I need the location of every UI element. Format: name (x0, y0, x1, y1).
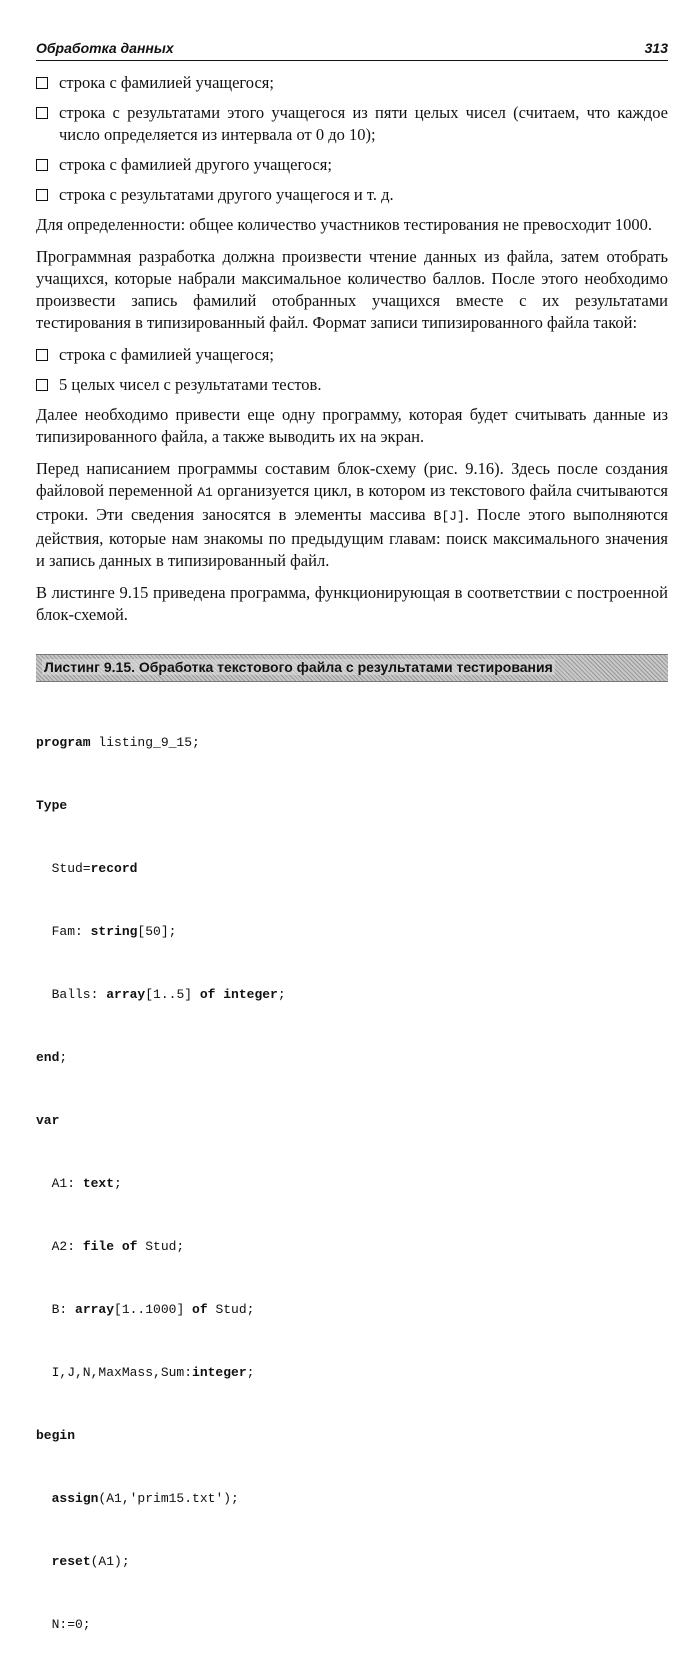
code-line: Balls: array[1..5] of integer; (36, 987, 286, 1002)
checkbox-bullet-icon (36, 159, 48, 171)
list-item: строка с фамилией учащегося; (36, 72, 668, 94)
paragraph: В листинге 9.15 приведена программа, функционирующая в соответствии с построенной блок-схемой. (36, 583, 668, 624)
list-item: строка с фамилией другого учащегося; (36, 154, 668, 176)
list-item: строка с результатами другого учащегося и т. д. (36, 184, 668, 206)
checkbox-bullet-icon (36, 379, 48, 391)
checkbox-bullet-icon (36, 77, 48, 89)
code-line: Fam: string[50]; (36, 924, 177, 939)
code-line: reset(A1); (51, 1554, 130, 1569)
code-line: I,J,N,MaxMass,Sum:integer; (36, 1365, 255, 1380)
code-line: begin (36, 1428, 76, 1443)
checkbox-bullet-icon (36, 189, 48, 201)
paragraph: Программная разработка должна произвести чтение данных из файла, затем отобрать учащихся, которые набрали максимальное количество баллов. После этого необходимо произвести запись фамилий отобранных учащихся вместе с их результатами тестирования в типизированный файл. Формат записи типизированного файла такой: (36, 247, 668, 332)
code-line: A2: file of Stud; (36, 1239, 185, 1254)
code-line: end; (36, 1050, 68, 1065)
checkbox-bullet-icon (36, 349, 48, 361)
inline-code: A1 (197, 485, 213, 500)
code-line: B: array[1..1000] of Stud; (36, 1302, 255, 1317)
inline-code: B[J] (433, 509, 465, 524)
listing-caption: Листинг 9.15. Обработка текстового файла с результатами тестирования (44, 659, 553, 675)
running-header (36, 40, 668, 61)
code-line: var (36, 1113, 60, 1128)
code-line: N:=0; (36, 1617, 91, 1632)
list-item: строка с фамилией учащегося; (36, 344, 668, 366)
checkbox-bullet-icon (36, 107, 48, 119)
paragraph: Перед написанием программы составим блок-схему (рис. 9.16). Здесь после создания файловой переменной A1 организуется цикл, в котором из текстового файла считываются строки. Эти сведения заносятся в элементы массива B[J]. После этого выполняются действия, которые нам знакомы по предыдущим главам: поиск максимального значения и запись данных в типизированный файл. (36, 459, 668, 570)
paragraph: Для определенности: общее количество участников тестирования не превосходит 1000. (36, 215, 653, 234)
list-item: 5 целых чисел с результатами тестов. (36, 374, 668, 396)
code-line: assign(A1,'prim15.txt'); (51, 1491, 239, 1506)
code-line: Stud=record (36, 861, 138, 876)
code-listing (36, 690, 668, 1677)
page-body (36, 72, 668, 636)
code-line: A1: text; (36, 1176, 122, 1191)
listing-caption-bar (36, 654, 668, 682)
list-item: строка с результатами этого учащегося из пяти целых чисел (считаем, что каждое число определяется из интервала от 0 до 10); (36, 102, 668, 146)
code-line: program listing_9_15; (36, 735, 200, 750)
paragraph: Далее необходимо привести еще одну программу, которая будет считывать данные из типизированного файла, а также выводить их на экран. (36, 405, 668, 446)
code-line: Type (36, 798, 68, 813)
page-number: 313 (644, 40, 668, 56)
chapter-title: Обработка данных (36, 40, 174, 56)
